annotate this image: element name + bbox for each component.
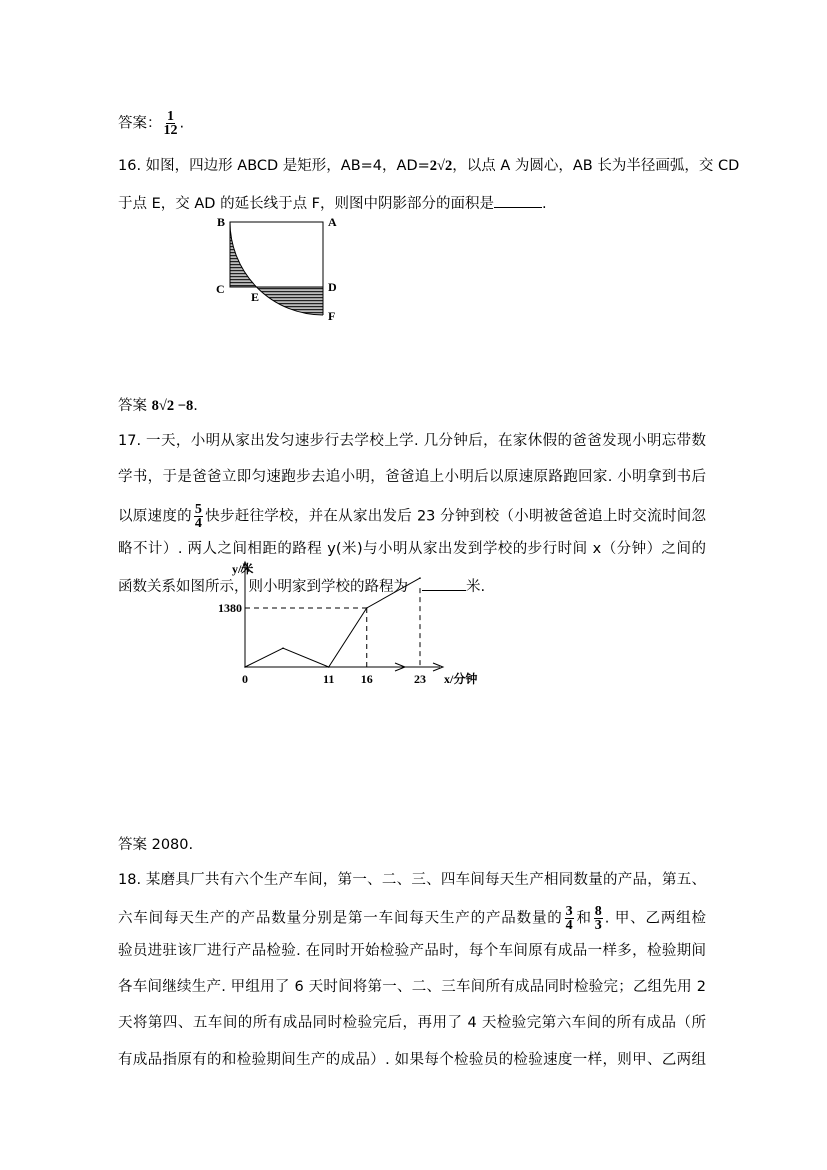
answer-label: 答案： [118,115,162,132]
text: 米. [466,579,486,595]
text: 16. 如图，四边形 ABCD 是矩形，AB=4，AD= [118,158,430,174]
answer-value: 8√2 −8 [151,398,194,414]
text: . [542,196,547,212]
answer-label: 答案 [118,398,147,414]
text: 函数关系如图所示，则小明家到学校的路程为 [118,579,408,595]
x-tick-label: 16 [360,672,373,686]
question-18-line1: 18. 某磨具厂共有六个生产车间，第一、二、三、四车间每天生产相同数量的产品，第五、 [118,872,706,888]
data-point [328,666,330,668]
denominator: 3 [594,918,602,933]
question-17-line2: 学书，于是爸爸立即匀速跑步去追小明，爸爸追上小明后以原速原路跑回家. 小明拿到书后 [118,469,706,485]
question-18-line3: 验员进驻该厂进行产品检验. 在同时开始检验产品时，每个车间原有成品一样多，检验期间 [118,943,706,959]
label-d: D [328,280,337,294]
x-tick-label: 0 [242,672,248,686]
question-17-line1: 17. 一天，小明从家出发匀速步行去学校上学. 几分钟后，在家休假的爸爸发现小明忘带数 [118,433,706,449]
question-17-line4: 略不计）. 两人之间相距的路程 y(米)与小明从家出发到学校的步行时间 x（分钟）之间的 [118,541,706,557]
label-b: B [217,215,226,229]
text: 于点 E，交 AD 的延长线于点 F，则图中阴影部分的面积是 [118,196,495,212]
x-tick-label: 23 [414,672,426,686]
y-axis-label: y/米 [232,562,254,576]
fraction [594,905,603,932]
label-f: F [328,309,336,323]
numerator: 5 [194,502,202,517]
denominator: 12 [163,123,178,138]
data-point [419,577,421,579]
text: 以原速度的 [118,508,192,525]
x-tick-label: 11 [323,672,335,686]
text: ，以点 A 为圆心，AB 长为半径画弧，交 CD [452,158,740,174]
label-a: A [328,215,337,229]
data-line [245,578,420,667]
question-18-line5: 天将第四、五车间的所有成品同时检验完后，再用了 4 天检验完第六车间的所有成品（所 [118,1015,706,1031]
label-e: E [251,290,260,304]
text: 快步赶往学校，并在从家出发后 23 分钟到校（小明被爸爸追上时交流时间忽 [204,508,706,525]
period: . [179,115,185,132]
text: . 甲、乙两组检 [604,910,707,927]
period: . [193,398,198,414]
denominator: 4 [194,516,202,531]
text: 和 [575,910,592,927]
label-c: C [216,282,225,296]
numerator: 8 [594,904,602,919]
x-axis-label: x/分钟 [444,672,478,686]
answer-17: 答案 2080. [118,837,194,853]
numerator: 1 [167,109,174,124]
question-18-line2 [118,905,706,932]
data-point [282,647,284,649]
fraction [565,905,574,932]
y-tick-label: 1380 [218,601,242,615]
question-18-line4: 各车间继续生产. 甲组用了 6 天时间将第一、二、三车间所有成品同时检验完；乙组先用 2 [118,979,706,995]
data-point [244,666,246,668]
question-18-line6: 有成品指原有的和检验期间生产的成品）. 如果每个检验员的检验速度一样，则甲、乙两组 [118,1052,706,1068]
ad-value: 2√2 [429,158,453,174]
text: 六车间每天生产的产品数量分别是第一车间每天生产的产品数量的 [118,910,563,927]
denominator: 4 [565,918,573,933]
numerator: 3 [565,904,573,919]
